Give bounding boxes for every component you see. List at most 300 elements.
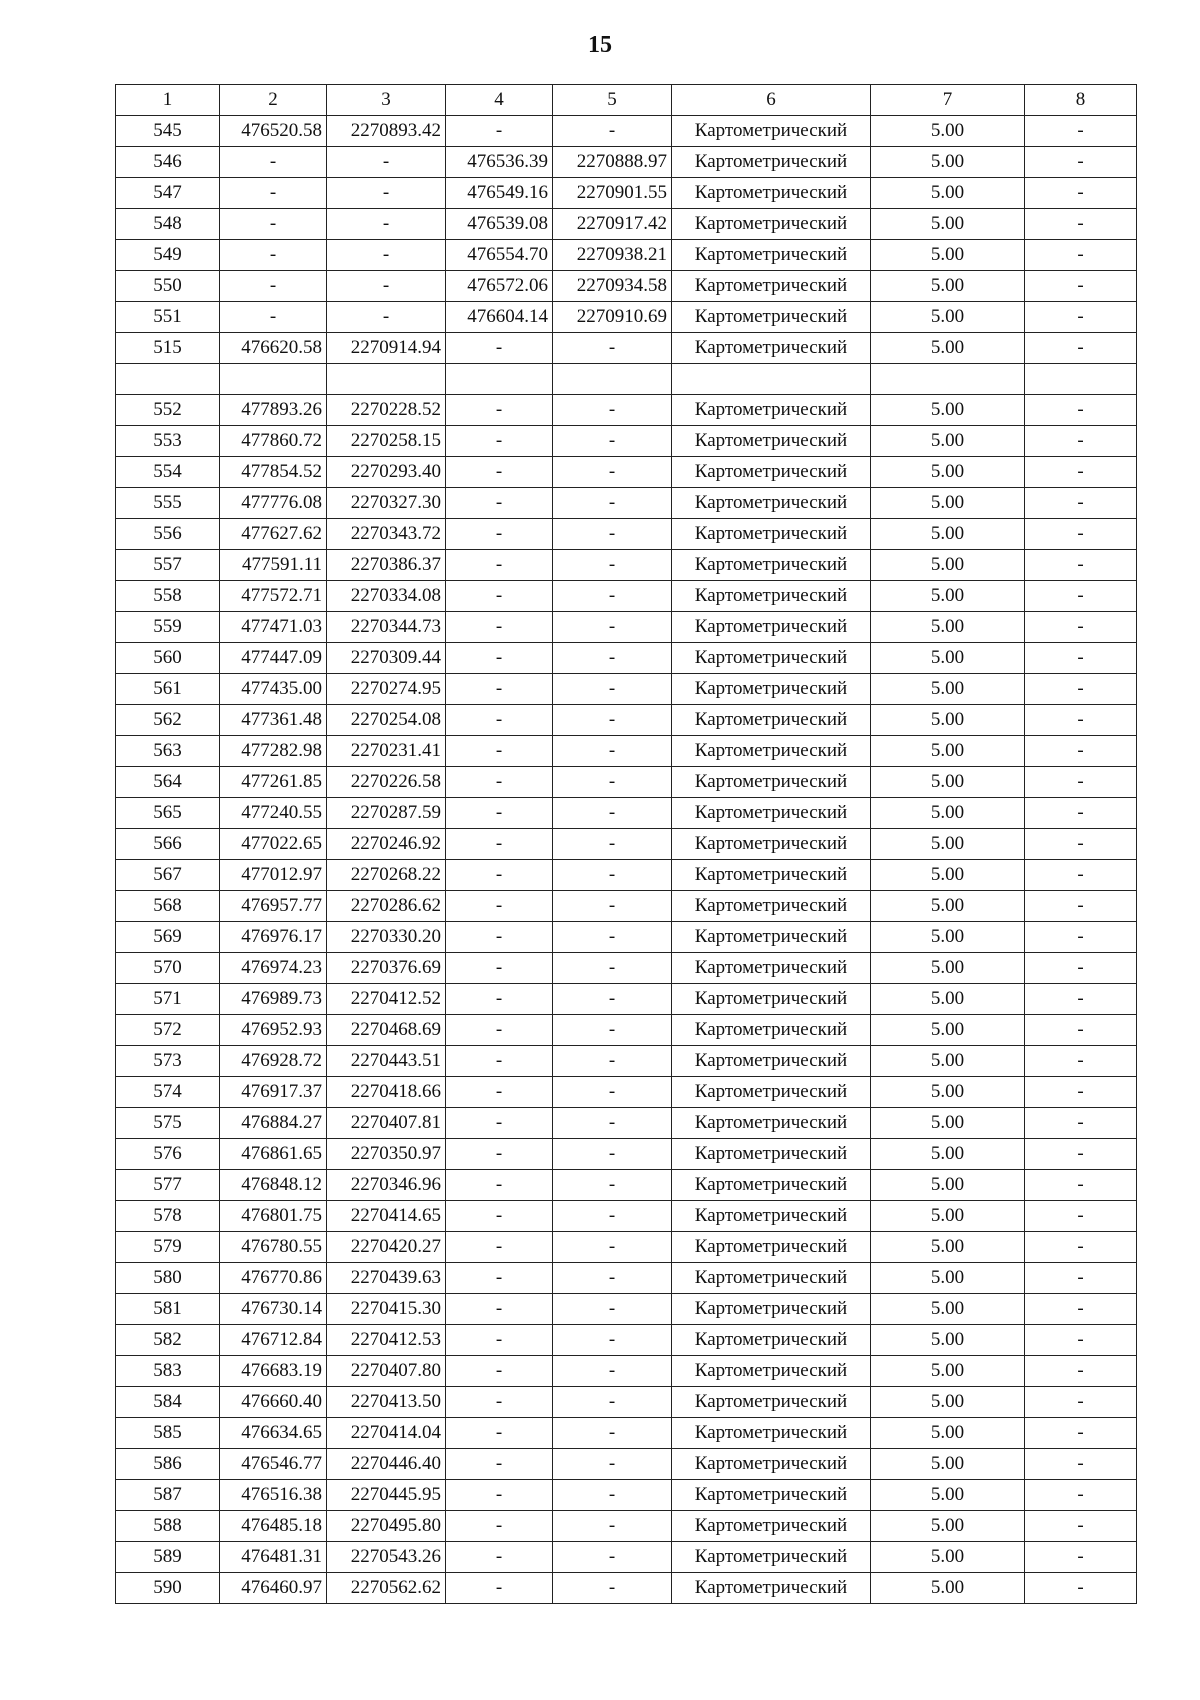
cell-method: Картометрический	[672, 1108, 871, 1139]
cell-note: -	[1025, 829, 1137, 860]
table-row	[116, 1170, 1137, 1201]
cell-coord-x-new: 476539.08	[446, 209, 553, 240]
cell-note: -	[1025, 302, 1137, 333]
cell-method: Картометрический	[672, 674, 871, 705]
cell-accuracy: 5.00	[871, 1449, 1025, 1480]
cell-coord-y-new: -	[553, 426, 672, 457]
cell-coord-x-new: -	[446, 1263, 553, 1294]
cell-coord-y-existing: 2270231.41	[327, 736, 446, 767]
cell-accuracy: 5.00	[871, 426, 1025, 457]
cell-point-number: 578	[116, 1201, 220, 1232]
table-row	[116, 1418, 1137, 1449]
cell-coord-x-new: -	[446, 116, 553, 147]
cell-accuracy: 5.00	[871, 1232, 1025, 1263]
cell-method: Картометрический	[672, 643, 871, 674]
cell-accuracy: 5.00	[871, 1511, 1025, 1542]
cell-coord-y-new: 2270938.21	[553, 240, 672, 271]
cell-method: Картометрический	[672, 426, 871, 457]
cell-note: -	[1025, 891, 1137, 922]
cell-coord-y-new: -	[553, 1015, 672, 1046]
cell-coord-x-new: -	[446, 395, 553, 426]
cell-coord-y-new: 2270901.55	[553, 178, 672, 209]
cell-accuracy: 5.00	[871, 1201, 1025, 1232]
table-row	[116, 1573, 1137, 1604]
table-row	[116, 1511, 1137, 1542]
cell-accuracy: 5.00	[871, 1480, 1025, 1511]
cell-coord-y-existing: 2270343.72	[327, 519, 446, 550]
cell-note: -	[1025, 1387, 1137, 1418]
cell-note: -	[1025, 1356, 1137, 1387]
cell-method: Картометрический	[672, 736, 871, 767]
cell-coord-y-existing: 2270309.44	[327, 643, 446, 674]
cell-note: -	[1025, 333, 1137, 364]
cell-point-number: 569	[116, 922, 220, 953]
cell-coord-y-new: -	[553, 1325, 672, 1356]
cell-point-number: 553	[116, 426, 220, 457]
cell-coord-y-existing: 2270562.62	[327, 1573, 446, 1604]
cell-coord-y-new: 2270910.69	[553, 302, 672, 333]
cell-point-number: 561	[116, 674, 220, 705]
cell-point-number: 556	[116, 519, 220, 550]
cell-coord-x-existing: 476957.77	[220, 891, 327, 922]
cell-coord-y-new: -	[553, 829, 672, 860]
cell-note: -	[1025, 674, 1137, 705]
table-row	[116, 1232, 1137, 1263]
table-row	[116, 1263, 1137, 1294]
cell-coord-x-existing: 476884.27	[220, 1108, 327, 1139]
cell-coord-y-new: -	[553, 1294, 672, 1325]
table-row	[116, 1387, 1137, 1418]
cell-coord-y-new: -	[553, 1573, 672, 1604]
cell-coord-y-existing: 2270413.50	[327, 1387, 446, 1418]
cell-accuracy: 5.00	[871, 1263, 1025, 1294]
cell-note: -	[1025, 860, 1137, 891]
table-row	[116, 1015, 1137, 1046]
table-row	[116, 271, 1137, 302]
cell-method: Картометрический	[672, 1325, 871, 1356]
cell-accuracy: 5.00	[871, 1418, 1025, 1449]
cell-accuracy: 5.00	[871, 1046, 1025, 1077]
cell-coord-x-new: 476536.39	[446, 147, 553, 178]
cell-coord-y-existing: 2270414.04	[327, 1418, 446, 1449]
cell-coord-y-new: -	[553, 984, 672, 1015]
cell-coord-y-existing: 2270439.63	[327, 1263, 446, 1294]
cell-point-number: 550	[116, 271, 220, 302]
cell-accuracy: 5.00	[871, 767, 1025, 798]
cell-note: -	[1025, 395, 1137, 426]
cell-coord-y-existing: -	[327, 302, 446, 333]
cell-coord-x-existing: 477022.65	[220, 829, 327, 860]
table-row	[116, 1201, 1137, 1232]
cell-point-number: 546	[116, 147, 220, 178]
cell-accuracy: 5.00	[871, 1387, 1025, 1418]
cell-note: -	[1025, 209, 1137, 240]
cell-point-number: 557	[116, 550, 220, 581]
table-row	[116, 1046, 1137, 1077]
cell-method: Картометрический	[672, 1542, 871, 1573]
table-row	[116, 984, 1137, 1015]
cell-method: Картометрический	[672, 519, 871, 550]
cell-coord-x-existing: 476546.77	[220, 1449, 327, 1480]
cell-coord-y-existing: 2270344.73	[327, 612, 446, 643]
cell-point-number: 572	[116, 1015, 220, 1046]
cell-coord-y-existing: 2270414.65	[327, 1201, 446, 1232]
cell-coord-y-new: -	[553, 891, 672, 922]
cell-coord-y-existing: 2270412.52	[327, 984, 446, 1015]
cell-note: -	[1025, 1077, 1137, 1108]
cell-coord-y-existing: 2270293.40	[327, 457, 446, 488]
cell-point-number: 548	[116, 209, 220, 240]
cell-method: Картометрический	[672, 953, 871, 984]
table-row	[116, 240, 1137, 271]
cell-coord-y-new: -	[553, 581, 672, 612]
cell-coord-y-new: 2270917.42	[553, 209, 672, 240]
cell-coord-x-existing: 477435.00	[220, 674, 327, 705]
cell-point-number: 587	[116, 1480, 220, 1511]
cell-method: Картометрический	[672, 209, 871, 240]
cell-method: Картометрический	[672, 1139, 871, 1170]
cell-coord-x-new: -	[446, 550, 553, 581]
cell-coord-y-new: -	[553, 550, 672, 581]
cell-coord-x-new: -	[446, 1294, 553, 1325]
table-row	[116, 178, 1137, 209]
cell-method: Картометрический	[672, 240, 871, 271]
cell-point-number: 558	[116, 581, 220, 612]
table-row	[116, 426, 1137, 457]
cell-coord-x-existing: 477012.97	[220, 860, 327, 891]
cell-point-number: 588	[116, 1511, 220, 1542]
cell-method: Картометрический	[672, 333, 871, 364]
cell-point-number: 565	[116, 798, 220, 829]
page-number: 15	[588, 32, 612, 58]
table-row	[116, 953, 1137, 984]
cell-point-number: 582	[116, 1325, 220, 1356]
cell-accuracy: 5.00	[871, 1170, 1025, 1201]
cell-coord-x-new: 476554.70	[446, 240, 553, 271]
header-col-3: 3	[327, 85, 446, 116]
cell-accuracy: 5.00	[871, 581, 1025, 612]
cell-point-number: 559	[116, 612, 220, 643]
cell-point-number: 552	[116, 395, 220, 426]
cell-point-number: 547	[116, 178, 220, 209]
cell-coord-y-existing: 2270914.94	[327, 333, 446, 364]
cell-accuracy: 5.00	[871, 674, 1025, 705]
cell-coord-y-existing: 2270327.30	[327, 488, 446, 519]
cell-method: Картометрический	[672, 829, 871, 860]
cell-note: -	[1025, 178, 1137, 209]
cell-coord-x-existing: 477893.26	[220, 395, 327, 426]
cell-method: Картометрический	[672, 550, 871, 581]
cell-coord-y-new: -	[553, 798, 672, 829]
cell-coord-x-new: -	[446, 612, 553, 643]
cell-coord-y-existing: 2270287.59	[327, 798, 446, 829]
cell-coord-x-existing: 477627.62	[220, 519, 327, 550]
cell-accuracy: 5.00	[871, 829, 1025, 860]
cell-coord-x-existing: 476730.14	[220, 1294, 327, 1325]
cell-point-number: 574	[116, 1077, 220, 1108]
cell-coord-y-existing: 2270258.15	[327, 426, 446, 457]
cell-method: Картометрический	[672, 891, 871, 922]
cell-point-number: 584	[116, 1387, 220, 1418]
cell-accuracy	[871, 364, 1025, 395]
cell-coord-x-existing: 476780.55	[220, 1232, 327, 1263]
cell-coord-y-new: -	[553, 488, 672, 519]
cell-accuracy: 5.00	[871, 736, 1025, 767]
table-body	[116, 116, 1137, 1604]
table-row	[116, 891, 1137, 922]
cell-point-number: 555	[116, 488, 220, 519]
cell-coord-y-new: -	[553, 1170, 672, 1201]
cell-coord-x-new: -	[446, 333, 553, 364]
cell-note: -	[1025, 1170, 1137, 1201]
cell-point-number: 585	[116, 1418, 220, 1449]
cell-method: Картометрический	[672, 1170, 871, 1201]
cell-coord-y-existing: -	[327, 178, 446, 209]
cell-coord-x-new: -	[446, 1077, 553, 1108]
cell-point-number: 551	[116, 302, 220, 333]
cell-accuracy: 5.00	[871, 1077, 1025, 1108]
cell-note: -	[1025, 1511, 1137, 1542]
cell-note: -	[1025, 1046, 1137, 1077]
cell-coord-y-existing: 2270376.69	[327, 953, 446, 984]
table-row	[116, 612, 1137, 643]
cell-coord-x-existing: 476634.65	[220, 1418, 327, 1449]
cell-accuracy: 5.00	[871, 922, 1025, 953]
cell-method: Картометрический	[672, 922, 871, 953]
cell-coord-y-existing: 2270443.51	[327, 1046, 446, 1077]
cell-coord-y-new: 2270888.97	[553, 147, 672, 178]
cell-coord-x-new: -	[446, 426, 553, 457]
cell-accuracy: 5.00	[871, 860, 1025, 891]
cell-coord-x-existing: -	[220, 302, 327, 333]
cell-note	[1025, 364, 1137, 395]
cell-method: Картометрический	[672, 798, 871, 829]
table-row	[116, 922, 1137, 953]
cell-note: -	[1025, 457, 1137, 488]
cell-coord-x-existing: 476917.37	[220, 1077, 327, 1108]
cell-coord-y-existing: -	[327, 147, 446, 178]
cell-accuracy: 5.00	[871, 612, 1025, 643]
cell-method: Картометрический	[672, 1015, 871, 1046]
cell-accuracy: 5.00	[871, 1325, 1025, 1356]
cell-method: Картометрический	[672, 1511, 871, 1542]
cell-coord-x-existing: 477776.08	[220, 488, 327, 519]
cell-accuracy: 5.00	[871, 1294, 1025, 1325]
cell-coord-x-existing: -	[220, 147, 327, 178]
cell-coord-x-existing: 476848.12	[220, 1170, 327, 1201]
cell-coord-y-new: -	[553, 643, 672, 674]
cell-coord-x-new: -	[446, 1170, 553, 1201]
cell-coord-x-new: -	[446, 953, 553, 984]
cell-accuracy: 5.00	[871, 798, 1025, 829]
cell-accuracy: 5.00	[871, 519, 1025, 550]
cell-coord-x-new: 476604.14	[446, 302, 553, 333]
cell-note: -	[1025, 1201, 1137, 1232]
cell-coord-x-existing: 476976.17	[220, 922, 327, 953]
table-row	[116, 1480, 1137, 1511]
header-col-7: 7	[871, 85, 1025, 116]
cell-method: Картометрический	[672, 1573, 871, 1604]
cell-method: Картометрический	[672, 860, 871, 891]
cell-coord-x-existing: 477572.71	[220, 581, 327, 612]
cell-coord-x-existing: 477447.09	[220, 643, 327, 674]
cell-method: Картометрический	[672, 147, 871, 178]
cell-coord-y-existing: 2270412.53	[327, 1325, 446, 1356]
cell-coord-y-new: -	[553, 922, 672, 953]
table-row	[116, 1139, 1137, 1170]
cell-coord-x-existing: 476712.84	[220, 1325, 327, 1356]
cell-coord-x-new: -	[446, 767, 553, 798]
cell-coord-y-new: -	[553, 1542, 672, 1573]
cell-coord-y-new: -	[553, 1201, 672, 1232]
cell-note: -	[1025, 1108, 1137, 1139]
cell-accuracy: 5.00	[871, 1139, 1025, 1170]
cell-note: -	[1025, 1480, 1137, 1511]
cell-coord-y-existing: 2270226.58	[327, 767, 446, 798]
header-col-8: 8	[1025, 85, 1137, 116]
cell-point-number	[116, 364, 220, 395]
cell-accuracy: 5.00	[871, 271, 1025, 302]
cell-coord-x-existing: 476770.86	[220, 1263, 327, 1294]
cell-method: Картометрический	[672, 395, 871, 426]
cell-accuracy: 5.00	[871, 1356, 1025, 1387]
cell-coord-x-new	[446, 364, 553, 395]
cell-coord-y-existing: 2270334.08	[327, 581, 446, 612]
cell-method: Картометрический	[672, 612, 871, 643]
cell-method: Картометрический	[672, 1232, 871, 1263]
cell-coord-x-new: -	[446, 1232, 553, 1263]
table-row	[116, 860, 1137, 891]
table-row	[116, 1356, 1137, 1387]
cell-accuracy: 5.00	[871, 116, 1025, 147]
cell-coord-x-new: -	[446, 488, 553, 519]
cell-coord-x-existing: 477361.48	[220, 705, 327, 736]
cell-accuracy: 5.00	[871, 891, 1025, 922]
table-row	[116, 209, 1137, 240]
cell-accuracy: 5.00	[871, 550, 1025, 581]
cell-coord-x-existing: 476974.23	[220, 953, 327, 984]
cell-point-number: 562	[116, 705, 220, 736]
cell-note: -	[1025, 116, 1137, 147]
table-row	[116, 364, 1137, 395]
cell-coord-x-new: -	[446, 1542, 553, 1573]
cell-note: -	[1025, 240, 1137, 271]
table-row	[116, 581, 1137, 612]
cell-coord-y-existing: 2270228.52	[327, 395, 446, 426]
header-col-2: 2	[220, 85, 327, 116]
cell-method: Картометрический	[672, 1046, 871, 1077]
table-row	[116, 1325, 1137, 1356]
cell-point-number: 581	[116, 1294, 220, 1325]
cell-accuracy: 5.00	[871, 705, 1025, 736]
cell-note: -	[1025, 1232, 1137, 1263]
cell-coord-x-existing: 476516.38	[220, 1480, 327, 1511]
cell-note: -	[1025, 1542, 1137, 1573]
cell-coord-x-new: -	[446, 1108, 553, 1139]
cell-coord-x-new: -	[446, 984, 553, 1015]
cell-coord-y-existing: 2270468.69	[327, 1015, 446, 1046]
table-row	[116, 1108, 1137, 1139]
cell-note: -	[1025, 953, 1137, 984]
cell-coord-x-existing: -	[220, 240, 327, 271]
cell-coord-x-existing: 476481.31	[220, 1542, 327, 1573]
cell-coord-y-new: 2270934.58	[553, 271, 672, 302]
cell-coord-x-existing: 476861.65	[220, 1139, 327, 1170]
table-row	[116, 829, 1137, 860]
cell-coord-x-existing: -	[220, 271, 327, 302]
cell-point-number: 571	[116, 984, 220, 1015]
cell-accuracy: 5.00	[871, 240, 1025, 271]
cell-coord-y-existing: 2270254.08	[327, 705, 446, 736]
cell-coord-y-existing: 2270415.30	[327, 1294, 446, 1325]
cell-method: Картометрический	[672, 1263, 871, 1294]
cell-point-number: 589	[116, 1542, 220, 1573]
cell-note: -	[1025, 550, 1137, 581]
cell-note: -	[1025, 1139, 1137, 1170]
cell-note: -	[1025, 612, 1137, 643]
cell-coord-x-existing: 476620.58	[220, 333, 327, 364]
cell-coord-x-existing: 477240.55	[220, 798, 327, 829]
cell-coord-x-new: -	[446, 674, 553, 705]
cell-coord-x-new: -	[446, 922, 553, 953]
cell-point-number: 576	[116, 1139, 220, 1170]
cell-coord-y-new: -	[553, 116, 672, 147]
cell-method: Картометрический	[672, 984, 871, 1015]
cell-coord-x-existing: 477591.11	[220, 550, 327, 581]
cell-note: -	[1025, 736, 1137, 767]
cell-coord-y-new: -	[553, 457, 672, 488]
cell-coord-x-existing: 476520.58	[220, 116, 327, 147]
cell-coord-y-new: -	[553, 519, 672, 550]
cell-point-number: 549	[116, 240, 220, 271]
cell-coord-x-existing	[220, 364, 327, 395]
cell-method: Картометрический	[672, 116, 871, 147]
cell-point-number: 586	[116, 1449, 220, 1480]
cell-accuracy: 5.00	[871, 302, 1025, 333]
cell-method: Картометрический	[672, 271, 871, 302]
cell-coord-x-existing: 476928.72	[220, 1046, 327, 1077]
cell-coord-y-new: -	[553, 1139, 672, 1170]
cell-coord-y-new: -	[553, 612, 672, 643]
cell-coord-y-existing: -	[327, 271, 446, 302]
cell-coord-y-new: -	[553, 1077, 672, 1108]
cell-note: -	[1025, 643, 1137, 674]
table-header-row	[116, 85, 1137, 116]
cell-note: -	[1025, 581, 1137, 612]
cell-point-number: 568	[116, 891, 220, 922]
cell-point-number: 573	[116, 1046, 220, 1077]
cell-point-number: 515	[116, 333, 220, 364]
cell-method: Картометрический	[672, 178, 871, 209]
cell-coord-y-existing: 2270543.26	[327, 1542, 446, 1573]
cell-method: Картометрический	[672, 488, 871, 519]
cell-coord-y-existing: 2270420.27	[327, 1232, 446, 1263]
cell-coord-y-new: -	[553, 1046, 672, 1077]
cell-coord-y-existing: 2270445.95	[327, 1480, 446, 1511]
cell-point-number: 570	[116, 953, 220, 984]
cell-point-number: 564	[116, 767, 220, 798]
cell-coord-y-new: -	[553, 1108, 672, 1139]
cell-note: -	[1025, 1449, 1137, 1480]
cell-coord-y-new: -	[553, 767, 672, 798]
cell-coord-y-existing: 2270346.96	[327, 1170, 446, 1201]
cell-coord-x-new: -	[446, 1046, 553, 1077]
cell-point-number: 583	[116, 1356, 220, 1387]
cell-point-number: 580	[116, 1263, 220, 1294]
cell-method: Картометрический	[672, 1294, 871, 1325]
table-row	[116, 302, 1137, 333]
cell-note: -	[1025, 922, 1137, 953]
